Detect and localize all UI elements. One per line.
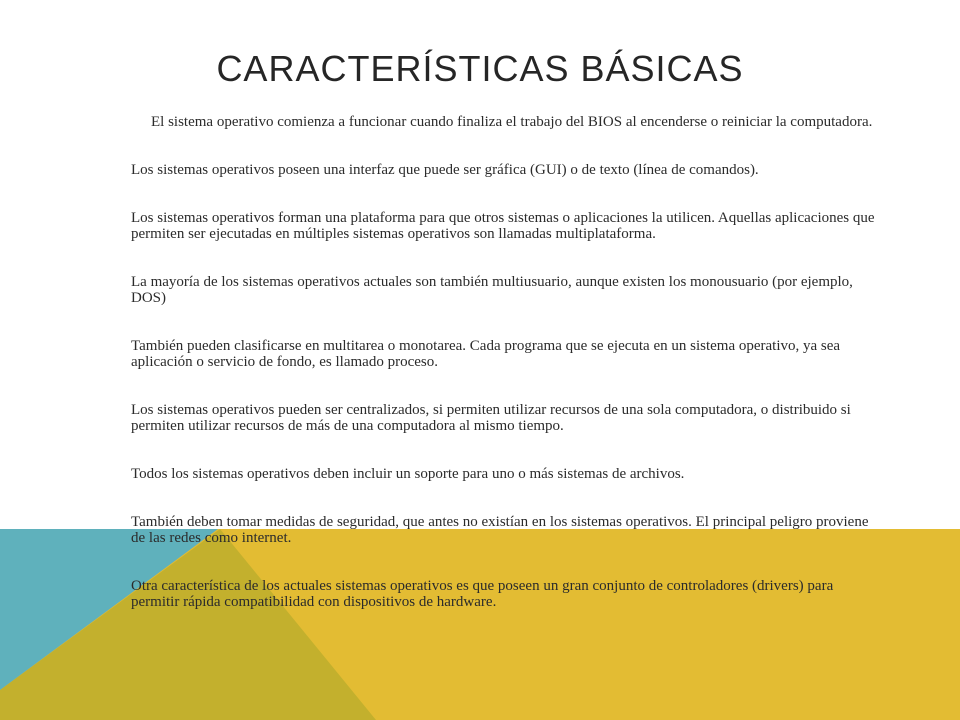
paragraph-platform: Los sistemas operativos forman una plataforma para que otros sistemas o aplicaciones la utilicen. Aquellas aplicaciones que permiten ser ejecutadas en múltiples sistemas operativos son llamadas multiplataforma. [131, 210, 875, 242]
paragraph-centralized: Los sistemas operativos pueden ser centralizados, si permiten utilizar recursos de una sola computadora, o distribuido si permiten utilizar recursos de más de una computadora al mismo tiempo. [131, 402, 851, 434]
paragraph-multiuser: La mayoría de los sistemas operativos actuales son también multiusuario, aunque existen los monousuario (por ejemplo, DOS) [131, 274, 853, 306]
paragraph-interface: Los sistemas operativos poseen una interfaz que puede ser gráfica (GUI) o de texto (línea de comandos). [131, 162, 759, 178]
paragraph-filesystems: Todos los sistemas operativos deben incluir un soporte para uno o más sistemas de archivos. [131, 466, 685, 482]
paragraph-security: También deben tomar medidas de seguridad, que antes no existían en los sistemas operativos. El principal peligro proviene de las redes como internet. [131, 514, 869, 546]
slide-body [131, 114, 876, 642]
slide-title: CARACTERÍSTICAS BÁSICAS [216, 48, 744, 89]
paragraph-bios: El sistema operativo comienza a funcionar cuando finaliza el trabajo del BIOS al encenderse o reiniciar la computadora. [151, 114, 873, 130]
paragraph-drivers: Otra característica de los actuales sistemas operativos es que poseen un gran conjunto de controladores (drivers) para permitir rápida compatibilidad con dispositivos de hardware. [131, 578, 834, 610]
paragraph-multitask: También pueden clasificarse en multitarea o monotarea. Cada programa que se ejecuta en un sistema operativo, ya sea aplicación o servicio de fondo, es llamado proceso. [131, 338, 841, 370]
